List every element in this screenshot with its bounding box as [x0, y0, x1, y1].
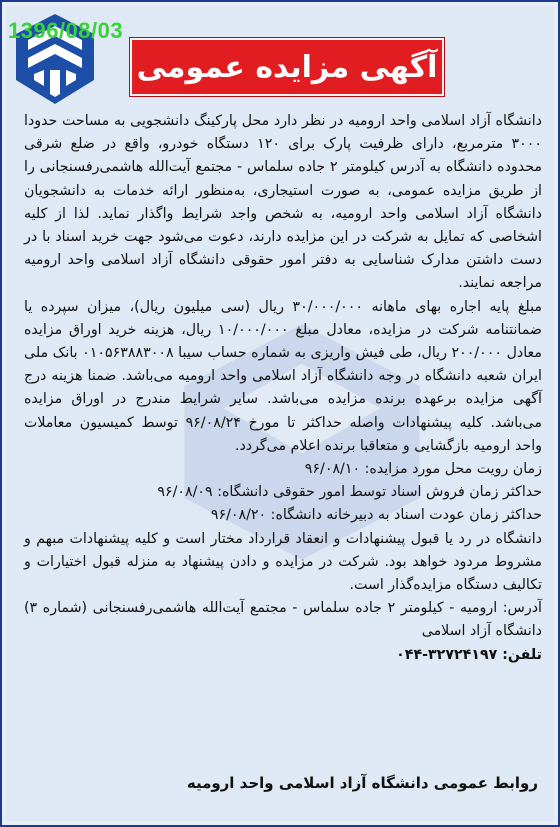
sale-deadline-line: حداکثر زمان فروش اسناد توسط امور حقوقی دانشگاه: ۹۶/۰۸/۰۹	[157, 484, 542, 501]
phone-line: تلفن: ۳۲۷۲۴۱۹۷-۰۴۴	[396, 646, 542, 663]
title-banner	[130, 38, 444, 96]
return-deadline-line: حداکثر زمان عودت اسناد به دبیرخانه دانشگاه: ۹۶/۰۸/۲۰	[210, 507, 542, 524]
intro-paragraph: دانشگاه آزاد اسلامی واحد ارومیه در نظر دارد محل پارکینگ دانشجویی به مساحت حدودا ۳۰۰۰ مترمربع، دارای ظرفیت پارک برای ۱۲۰ دستگاه خودرو، واقع در ضلع شرقی محدوده دانشگاه به آدرس کیلومتر ۲ جاده سلماس - مجتمع آیت‌الله هاشمی‌رفسنجانی را از طریق مزایده عمومی، به صورت استیجاری، به‌منظور ارائه خدمات به دانشجویان دانشگاه آزاد اسلامی واحد ارومیه، به شخص واجد شرایط واگذار نماید. لذا از کلیه اشخاصی که تمایل به شرکت در این مزایده دارند، دعوت می‌شود جهت خرید اسناد با در دست داشتن مدارک شناسایی به دفتر امور حقوقی دانشگاه آزاد اسلامی واحد ارومیه مراجعه نمایند.	[24, 113, 542, 292]
footer-signature: روابط عمومی دانشگاه آزاد اسلامی واحد ارومیه	[186, 774, 538, 792]
announcement-body	[24, 110, 542, 667]
visit-date-line: زمان رویت محل مورد مزایده: ۹۶/۰۸/۱۰	[304, 461, 542, 478]
price-paragraph: مبلغ پایه اجاره بهای ماهانه ۳۰/۰۰۰/۰۰۰ ریال (سی میلیون ریال)، میزان سپرده یا ضمانتنامه شرکت در مزایده، معادل مبلغ ۱۰/۰۰۰/۰۰۰ ریال، هزینه خرید اوراق مزایده معادل ۲۰۰/۰۰۰ ریال، طی فیش واریزی به شماره حساب سیبا ۰۱۰۵۶۳۸۸۳۰۰۸ بانک ملی ایران شعبه دانشگاه در وجه دانشگاه آزاد اسلامی واحد ارومیه می‌باشد. ضمنا هزینه درج آگهی مزایده برعهده برنده مزایده می‌باشد. سایر شرایط مندرج در اوراق مزایده می‌باشد. کلیه پیشنهادات واصله حداکثر تا مورخ ۹۶/۰۸/۲۴ توسط کمیسیون معاملات واحد ارومیه بازگشایی و متعاقبا برنده اعلام می‌گردد.	[24, 298, 542, 454]
page-title: آگهی مزایده عمومی	[136, 49, 438, 85]
address-paragraph: آدرس: ارومیه - کیلومتر ۲ جاده سلماس - مجتمع آیت‌الله هاشمی‌رفسنجانی (شماره ۳) دانشگاه آزاد اسلامی	[24, 600, 542, 640]
date-stamp: 1396/08/03	[8, 18, 124, 43]
rights-paragraph: دانشگاه در رد یا قبول پیشنهادات و انعقاد قرارداد مختار است و کلیه پیشنهادات مبهم و مشروط مردود خواهد بود. شرکت در مزایده و دادن پیشنهاد به منزله قبول اختیارات و تکالیف دستگاه مزایده‌گذار است.	[24, 530, 542, 594]
